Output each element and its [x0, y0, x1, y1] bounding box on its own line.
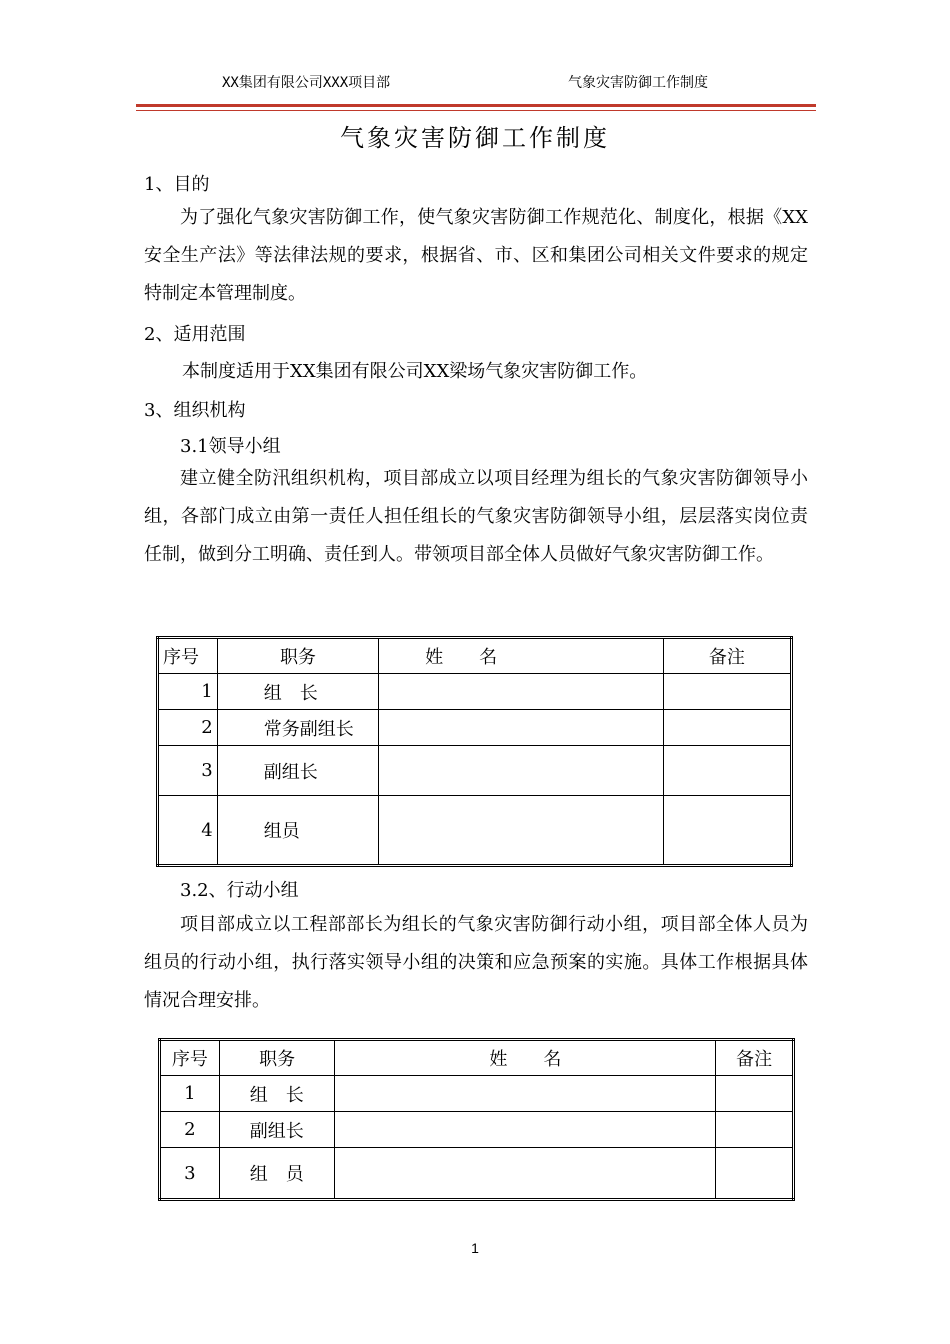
- row-note: [716, 1148, 794, 1200]
- row-name: [379, 674, 664, 710]
- table-row: [160, 1112, 794, 1148]
- section-3-1-heading: 3.1领导小组: [180, 436, 281, 457]
- page-number: 1: [471, 1240, 479, 1256]
- row-role: 组 员: [219, 1148, 335, 1200]
- header-cell-role: 职务: [219, 1040, 335, 1076]
- row-no: 2: [160, 1112, 220, 1148]
- row-role: 副组长: [219, 1112, 335, 1148]
- table-header-row: [160, 1040, 794, 1076]
- document-title: 气象灾害防御工作制度: [340, 124, 610, 152]
- row-note: [663, 674, 791, 710]
- section-3-2-heading: 3.2、行动小组: [180, 880, 299, 901]
- row-no: 3: [158, 746, 218, 796]
- row-role: 组 长: [219, 1076, 335, 1112]
- section-3-1-body: 建立健全防汛组织机构，项目部成立以项目经理为组长的气象灾害防御领导小组，各部门成立由第一责任人担任组长的气象灾害防御领导小组，层层落实岗位责任制，做到分工明确、责任到人。带领项目部全体人员做好气象灾害防御工作。: [144, 468, 808, 565]
- header-left: XX集团有限公司XXX项目部: [222, 75, 391, 91]
- header-right: 气象灾害防御工作制度: [568, 75, 708, 91]
- action-table: [158, 1038, 795, 1201]
- header-cell-note: 备注: [716, 1040, 794, 1076]
- table-row: [158, 674, 792, 710]
- header-rule-thin: [136, 110, 816, 111]
- row-name: [379, 746, 664, 796]
- section-2-body: 本制度适用于XX集团有限公司XX梁场气象灾害防御工作。: [182, 361, 648, 382]
- table-row: [160, 1076, 794, 1112]
- table-row: [158, 710, 792, 746]
- header-cell-note: 备注: [663, 638, 791, 674]
- row-note: [716, 1076, 794, 1112]
- row-note: [716, 1112, 794, 1148]
- row-role: 副组长: [217, 746, 378, 796]
- table-row: [158, 796, 792, 866]
- row-no: 1: [158, 674, 218, 710]
- row-no: 2: [158, 710, 218, 746]
- row-name: [335, 1148, 716, 1200]
- row-note: [663, 746, 791, 796]
- row-role: 组 长: [217, 674, 378, 710]
- table-header-row: [158, 638, 792, 674]
- row-name: [379, 796, 664, 866]
- section-2-heading: 2、适用范围: [144, 324, 246, 345]
- row-role: 组员: [217, 796, 378, 866]
- row-no: 4: [158, 796, 218, 866]
- header-cell-role: 职务: [217, 638, 378, 674]
- leadership-table: [156, 636, 793, 867]
- row-no: 3: [160, 1148, 220, 1200]
- header-cell-no: 序号: [160, 1040, 220, 1076]
- header-rule-thick: [136, 104, 816, 107]
- row-no: 1: [160, 1076, 220, 1112]
- section-3-heading: 3、组织机构: [144, 400, 246, 421]
- section-1-body: 为了强化气象灾害防御工作，使气象灾害防御工作规范化、制度化，根据《XX安全生产法》等法律法规的要求，根据省、市、区和集团公司相关文件要求的规定特制定本管理制度。: [144, 207, 808, 304]
- row-note: [663, 710, 791, 746]
- row-name: [379, 710, 664, 746]
- section-3-2-body: 项目部成立以工程部部长为组长的气象灾害防御行动小组，项目部全体人员为组员的行动小组，执行落实领导小组的决策和应急预案的实施。具体工作根据具体情况合理安排。: [144, 914, 808, 1011]
- row-note: [663, 796, 791, 866]
- row-name: [335, 1112, 716, 1148]
- header-cell-name: 姓 名: [335, 1040, 716, 1076]
- header-cell-no: 序号: [158, 638, 218, 674]
- table-row: [160, 1148, 794, 1200]
- table-row: [158, 746, 792, 796]
- header-cell-name: 姓 名: [379, 638, 664, 674]
- row-role: 常务副组长: [217, 710, 378, 746]
- section-1-heading: 1、目的: [144, 174, 210, 195]
- row-name: [335, 1076, 716, 1112]
